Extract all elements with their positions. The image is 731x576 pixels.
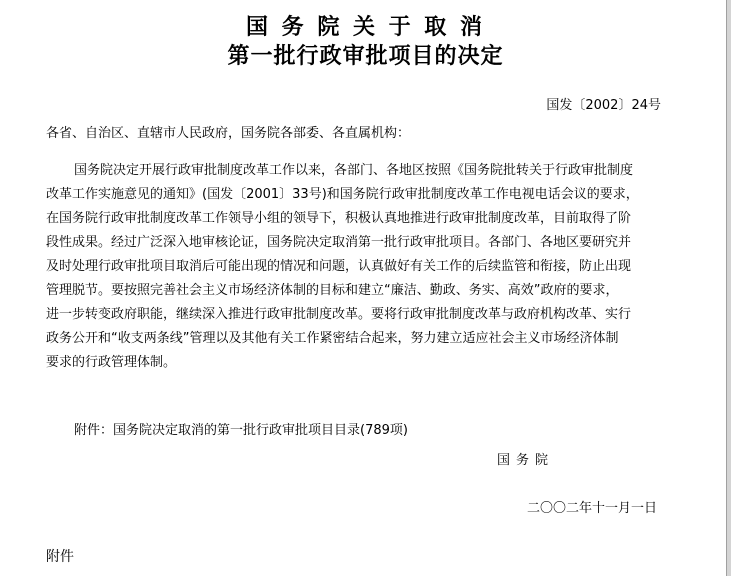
body-line: 段性成果。经过广泛深入地审核论证，国务院决定取消第一批行政审批项目。各部门、各地区要研究并 bbox=[46, 235, 632, 250]
issue-date: 二〇〇二年十一月一日 bbox=[527, 501, 658, 516]
body-line: 国务院决定开展行政审批制度改革工作以来，各部门、各地区按照《国务院批转关于行政审批制度 bbox=[74, 163, 634, 178]
attachment-note: 附件：国务院决定取消的第一批行政审批项目目录(789项) bbox=[74, 423, 408, 438]
body-line: 改革工作实施意见的通知》(国发〔2001〕33号)和国务院行政审批制度改革工作电视电话会议的要求， bbox=[46, 187, 639, 202]
body-line: 及时处理行政审批项目取消后可能出现的情况和问题，认真做好有关工作的后续监管和衔接，防止出现 bbox=[46, 259, 632, 274]
body-line: 要求的行政管理体制。 bbox=[46, 355, 177, 370]
attachment-heading: 附件 bbox=[46, 549, 74, 565]
issuer-signature: 国务院 bbox=[497, 453, 555, 468]
body-paragraph bbox=[46, 159, 701, 375]
addressee: 各省、自治区、直辖市人民政府，国务院各部委、各直属机构： bbox=[46, 126, 411, 141]
body-line: 政务公开和“收支两条线”管理以及其他有关工作紧密结合起来，努力建立适应社会主义市场经济体制 bbox=[46, 331, 619, 346]
window-right-edge bbox=[726, 0, 731, 576]
document-title-line1: 国 务 院 关 于 取 消 bbox=[246, 15, 485, 40]
body-line: 进一步转变政府职能，继续深入推进行政审批制度改革。要将行政审批制度改革与政府机构改革、实行 bbox=[46, 307, 632, 322]
body-line: 在国务院行政审批制度改革工作领导小组的领导下，积极认真地推进行政审批制度改革，目前取得了阶 bbox=[46, 211, 632, 226]
body-line: 管理脱节。要按照完善社会主义市场经济体制的目标和建立“廉洁、勤政、务实、高效”政府的要求， bbox=[46, 283, 619, 298]
document-title-line2: 第一批行政审批项目的决定 bbox=[227, 44, 504, 69]
document-number: 国发〔2002〕24号 bbox=[546, 98, 661, 113]
